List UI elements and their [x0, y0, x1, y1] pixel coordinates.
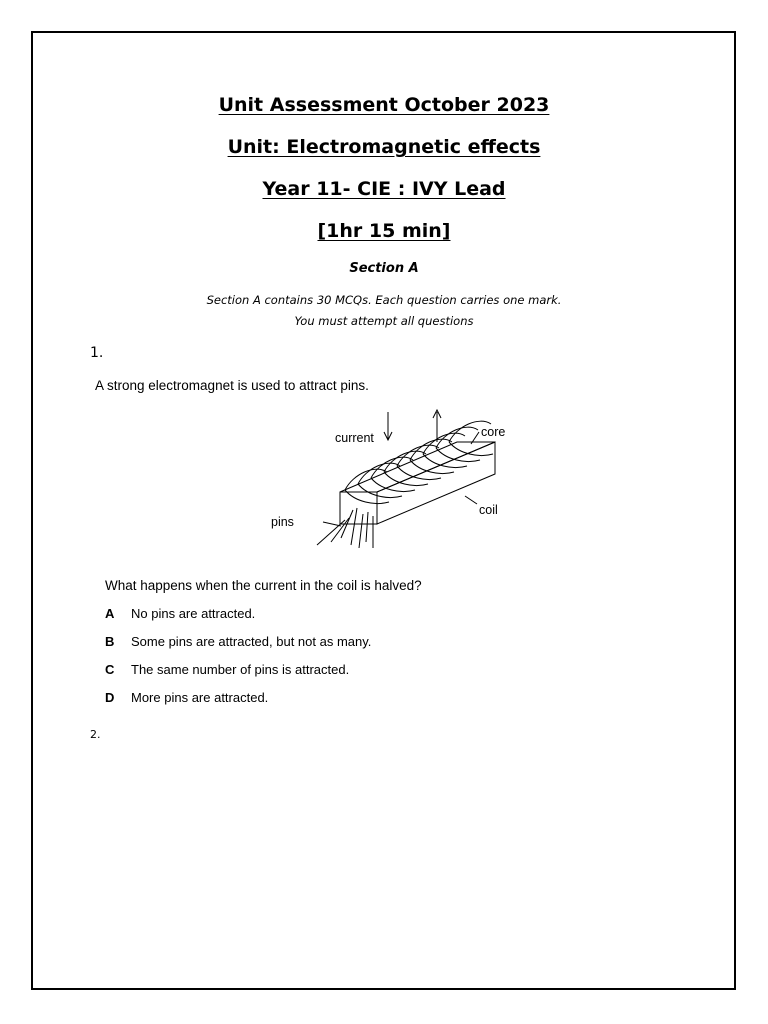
option-b-letter: B	[105, 634, 115, 649]
option-c[interactable]	[105, 662, 349, 677]
option-c-text: The same number of pins is attracted.	[131, 662, 350, 677]
label-pins: pins	[271, 515, 294, 529]
question-1-number: 1.	[90, 345, 104, 361]
year-group: Year 11- CIE : IVY Lead	[262, 178, 506, 200]
option-d-text: More pins are attracted.	[131, 690, 269, 705]
question-1-stem: A strong electromagnet is used to attract pins.	[95, 378, 369, 393]
option-b-text: Some pins are attracted, but not as many.	[131, 634, 372, 649]
question-1-text: What happens when the current in the coil is halved?	[105, 578, 422, 593]
option-b[interactable]	[105, 634, 371, 649]
option-a[interactable]	[105, 606, 255, 621]
option-d[interactable]	[105, 690, 268, 705]
option-d-letter: D	[105, 690, 115, 705]
option-a-text: No pins are attracted.	[131, 606, 256, 621]
coil-leader	[465, 496, 477, 504]
pins	[317, 508, 373, 548]
section-title: Section A	[349, 261, 419, 276]
question-2-number: 2.	[90, 728, 101, 741]
core-front-face	[340, 492, 377, 524]
assessment-title: Unit Assessment October 2023	[218, 94, 550, 116]
option-c-letter: C	[105, 662, 115, 677]
option-a-letter: A	[105, 606, 115, 621]
section-instruction-2: You must attempt all questions	[294, 314, 474, 328]
label-core: core	[481, 425, 506, 439]
duration: [1hr 15 min]	[317, 220, 451, 242]
core-side-face	[377, 442, 495, 524]
section-instruction-1: Section A contains 30 MCQs. Each question carries one mark.	[206, 293, 562, 307]
unit-title: Unit: Electromagnetic effects	[227, 136, 541, 158]
label-coil: coil	[479, 503, 498, 517]
electromagnet-diagram	[265, 402, 525, 554]
label-current: current	[335, 431, 374, 445]
